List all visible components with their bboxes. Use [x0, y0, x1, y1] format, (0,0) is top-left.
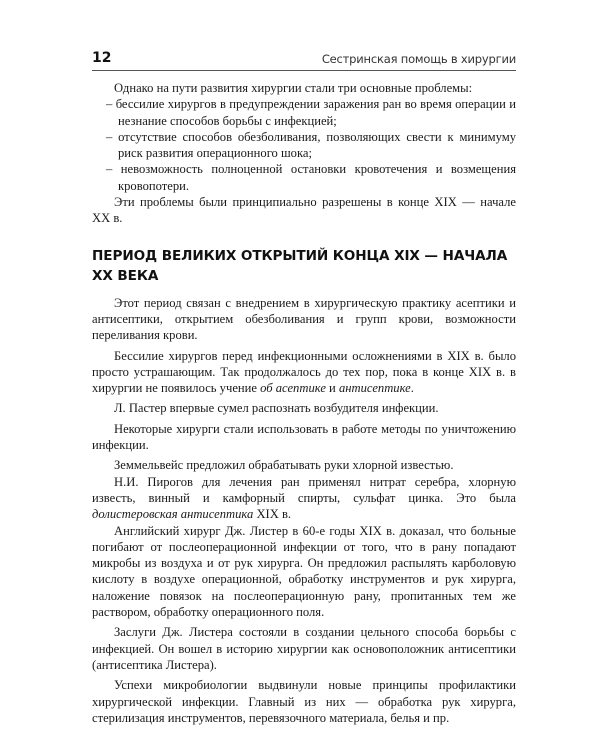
paragraph-text: . [410, 381, 414, 396]
paragraph-text: Бессилие хирургов перед инфекционными осложнениями в XIX в. было просто устрашающим. Так продолжалось до тех пор, пока в конце XIX в. в хирургии не появилось учение [92, 348, 516, 396]
paragraph: Английский хирург Дж. Листер в 60-е годы XIX в. доказал, что больные погибают от послеоперационной инфекции от того, что в рану попадают микробы из воздуха и от рук хирурга. Он предложил распылять карболовую кислоту в воздухе операционной, обработку инструментов и рук хирурга, наложение повязок на послеоперационную рану, пропитанных тем же раствором, обработку операционного поля. [92, 523, 516, 620]
intro-lead: Однако на пути развития хирургии стали три основные проблемы: [114, 81, 473, 95]
paragraph-text: и [325, 381, 339, 396]
paragraph: Заслуги Дж. Листера состояли в создании цельного способа борьбы с инфекцией. Он вошел в историю хирургии как основоположник антисептики (антисептика Листера). [92, 625, 516, 672]
intro-conclusion: Эти проблемы были принципиально разрешены в конце XIX — начале XX в. [92, 195, 516, 226]
paragraph: Этот период связан с внедрением в хирургическую практику асептики и антисептики, открытием обезболивания и групп крови, возможности переливания крови. [92, 295, 516, 343]
page-number: 12 [92, 50, 112, 66]
paragraph-text: XIX в. [253, 507, 292, 522]
paragraph: Некоторые хирурги стали использовать в работе методы по уничтожению инфекции. [92, 421, 516, 453]
section-heading: ПЕРИОД ВЕЛИКИХ ОТКРЫТИЙ КОНЦА XIX — НАЧАЛА XX ВЕКА [92, 247, 508, 284]
page-body [92, 80, 516, 726]
paragraph-text: Н.И. Пирогов для лечения ран применял нитрат серебра, хлорную известь, винный и камфорный спирты, сульфат цинка. Это была [92, 474, 516, 505]
paragraph [92, 348, 516, 397]
term-asepsis: об асептике [260, 381, 326, 396]
running-title: Сестринская помощь в хирургии [321, 52, 516, 66]
list-item: – отсутствие способов обезболивания, позволяющих свести к минимуму риск развития операционного шока; [92, 129, 516, 162]
header-rule [92, 70, 516, 71]
paragraph: Успехи микробиологии выдвинули новые принципы профилактики хирургической инфекции. Главный из них — обработка рук хирурга, стерилизация инструментов, перевязочного материала, белья и пр. [92, 678, 516, 725]
page-header [92, 48, 516, 70]
paragraph: Л. Пастер впервые сумел распознать возбудителя инфекции. [114, 401, 439, 416]
list-item: – невозможность полноценной остановки кровотечения и возмещения кровопотери. [92, 161, 516, 194]
problems-list [92, 96, 516, 194]
term-prelister-antisepsis: долистеровская антисептика [92, 507, 254, 522]
paragraph [92, 474, 516, 523]
term-antisepsis: антисептике [338, 381, 411, 396]
list-item: – бессилие хирургов в предупреждении заражения ран во время операции и незнание способов борьбы с инфекцией; [92, 96, 516, 129]
paragraph: Земмельвейс предложил обрабатывать руки хлорной известью. [114, 458, 454, 473]
